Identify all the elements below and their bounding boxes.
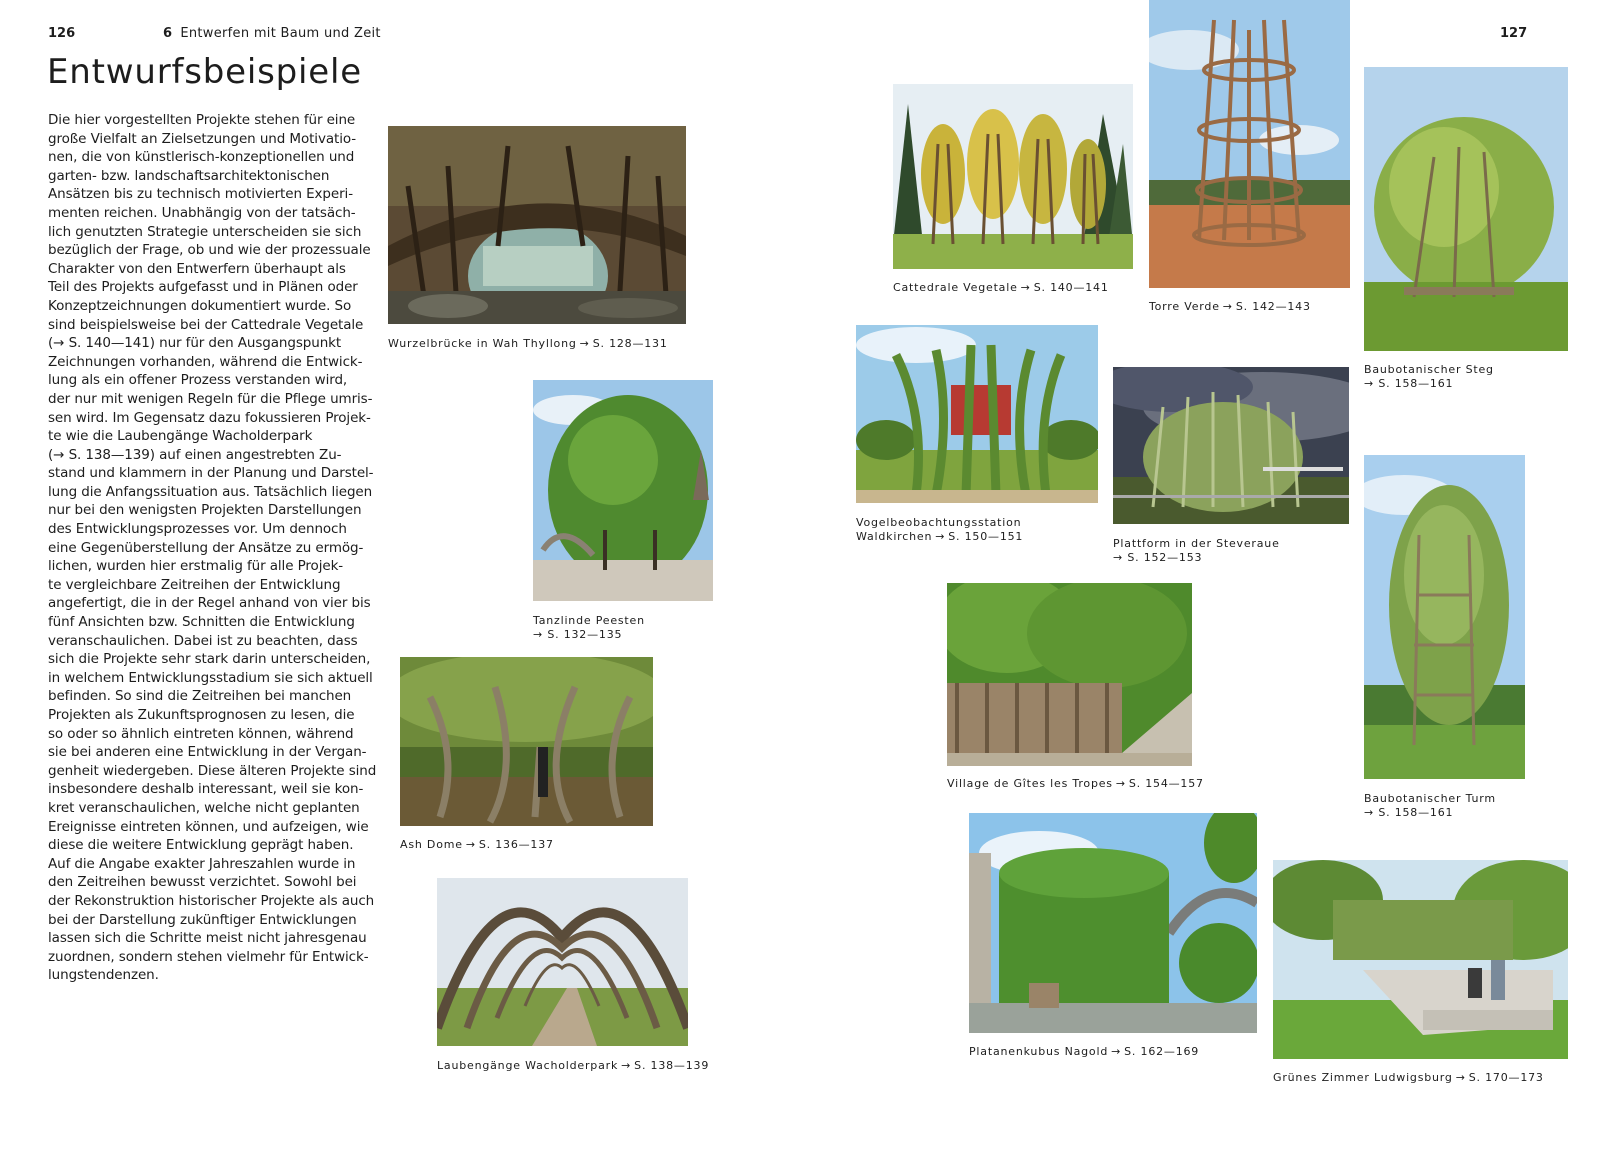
body-line: sen wird. Im Gegensatz dazu fokussieren Projek- (48, 409, 371, 426)
photo-village-de-gites (947, 583, 1192, 766)
body-line: nen, die von künstlerisch-konzeptionellen und (48, 149, 355, 166)
caption-torre-verde: Torre Verde → S. 142—143 (1149, 300, 1311, 313)
body-line: fünf Ansichten bzw. Schnitten die Entwicklung (48, 614, 355, 631)
body-line: kret veranschaulichen, welche nicht geplanten (48, 799, 360, 816)
body-line: Auf die Angabe exakter Jahreszahlen wurde in (48, 855, 356, 872)
caption-ash-dome: Ash Dome → S. 136—137 (400, 838, 554, 851)
body-text (48, 111, 380, 985)
body-line: te vergleichbare Zeitreihen der Entwicklung (48, 576, 341, 593)
caption-platanenkubus-nagold: Platanenkubus Nagold → S. 162—169 (969, 1045, 1200, 1058)
photo-plattform-steveraue (1113, 367, 1349, 524)
body-line: der nur mit wenigen Regeln für die Pflege umris- (48, 390, 373, 407)
body-line: Ansätzen bis zu technisch motivierten Experi- (48, 186, 353, 203)
caption-tanzlinde: Tanzlinde Peesten → S. 132—135 (533, 614, 645, 641)
body-line: Projekten als Zukunftsprognosen zu lesen, die (48, 707, 355, 723)
body-line: lungstendenzen. (48, 967, 159, 984)
body-line: den Zeitreihen bewusst verzichtet. Sowohl bei (48, 874, 357, 891)
body-line: stand und klammern in der Planung und Darstel- (48, 465, 374, 482)
photo-laubengaenge (437, 878, 688, 1046)
body-line: veranschaulichen. Dabei ist zu beachten, dass (48, 632, 358, 649)
body-line: des Entwicklungsprozesses vor. Um dennoch (48, 521, 347, 538)
body-line: diese die weitere Entwicklung geprägt haben. (48, 837, 354, 854)
body-line: sie bei anderen eine Entwicklung in der Vergan- (48, 744, 367, 761)
body-line: (→ S. 140—141) nur für den Ausgangspunkt (48, 335, 342, 352)
caption-cattedrale-vegetale: Cattedrale Vegetale → S. 140—141 (893, 281, 1109, 294)
body-line: Ereignisse eintreten können, und aufzeigen, wie (48, 818, 369, 835)
body-line: in welchem Entwicklungsstadium sie sich aktuell (48, 669, 373, 686)
body-line: Die hier vorgestellten Projekte stehen für eine (48, 112, 356, 128)
body-line: Charakter von den Entwerfern überhaupt als (48, 260, 346, 277)
caption-gruenes-zimmer: Grünes Zimmer Ludwigsburg → S. 170—173 (1273, 1071, 1544, 1084)
body-line: lassen sich die Schritte meist nicht jahresgenau (48, 930, 367, 947)
caption-wurzelbruecke: Wurzelbrücke in Wah Thyllong → S. 128—131 (388, 337, 668, 350)
body-line: angefertigt, die in der Regel anhand von vier bis (48, 595, 371, 612)
body-line: zuordnen, sondern stehen vielmehr für Entwick- (48, 948, 369, 965)
body-line: lung als ein offener Prozess verstanden wird, (48, 372, 348, 389)
photo-ash-dome (400, 657, 653, 826)
running-header (163, 26, 381, 41)
photo-vogelbeobachtungsstation (856, 325, 1098, 503)
body-line: lung die Anfangssituation aus. Tatsächlich liegen (48, 483, 373, 500)
caption-plattform-steveraue: Plattform in der Steveraue → S. 152—153 (1113, 537, 1280, 564)
chapter-number: 6 (163, 26, 173, 41)
page-number-left: 126 (48, 26, 76, 41)
body-line: (→ S. 138—139) auf einen angestrebten Zu- (48, 446, 342, 463)
photo-gruenes-zimmer (1273, 860, 1568, 1059)
body-line: insbesondere deshalb interessant, weil sie kon- (48, 781, 364, 798)
body-line: lich genutzten Strategie unterscheiden sie sich (48, 223, 362, 240)
page-title: Entwurfsbeispiele (47, 52, 362, 92)
body-line: garten- bzw. landschaftsarchitektonischen (48, 167, 330, 184)
body-line: lichen, wurden hier erstmalig für alle Projek- (48, 558, 344, 575)
body-line: te wie die Laubengänge Wacholderpark (48, 428, 313, 445)
body-line: Zeichnungen vorhanden, während die Entwick- (48, 353, 363, 370)
photo-platanenkubus-nagold (969, 813, 1257, 1033)
body-line: große Vielfalt an Zielsetzungen und Motivatio- (48, 130, 357, 147)
body-line: menten reichen. Unabhängig von der tatsäch- (48, 204, 356, 221)
page-number-right: 127 (1500, 26, 1528, 41)
body-line: Konzeptzeichnungen dokumentiert wurde. So (48, 297, 352, 314)
body-line: eine Gegenüberstellung der Ansätze zu ermög- (48, 539, 364, 556)
photo-baubotanischer-turm (1364, 455, 1525, 779)
body-line: bezüglich der Frage, ob und wie der prozessuale (48, 242, 371, 259)
body-line: der Rekonstruktion historischer Projekte als auch (48, 892, 375, 909)
caption-baubotanischer-turm: Baubotanischer Turm → S. 158—161 (1364, 792, 1496, 819)
body-line: sich die Projekte sehr stark darin unterscheiden, (48, 651, 371, 668)
photo-torre-verde (1149, 0, 1350, 288)
photo-tanzlinde (533, 380, 713, 601)
photo-cattedrale-vegetale (893, 84, 1133, 269)
body-line: bei der Darstellung zukünftiger Entwicklungen (48, 911, 357, 928)
chapter-title: Entwerfen mit Baum und Zeit (180, 26, 381, 41)
caption-baubotanischer-steg: Baubotanischer Steg → S. 158—161 (1364, 363, 1494, 390)
photo-baubotanischer-steg (1364, 67, 1568, 351)
caption-village-de-gites: Village de Gîtes les Tropes → S. 154—157 (947, 777, 1204, 790)
body-line: so oder so ähnlich eintreten können, während (48, 725, 354, 742)
body-line: nur bei den wenigsten Projekten Darstellungen (48, 502, 362, 519)
caption-vogelbeobachtungsstation: Vogelbeobachtungsstation Waldkirchen → S. 150—151 (856, 516, 1024, 543)
body-line: genheit wiedergeben. Diese älteren Projekte sind (48, 762, 377, 779)
body-line: befinden. So sind die Zeitreihen bei manchen (48, 688, 352, 705)
photo-wurzelbruecke (388, 126, 686, 324)
caption-laubengaenge: Laubengänge Wacholderpark → S. 138—139 (437, 1059, 710, 1072)
body-line: sind beispielsweise bei der Cattedrale Vegetale (48, 316, 364, 333)
body-line: Teil des Projekts aufgefasst und in Plänen oder (48, 279, 358, 296)
